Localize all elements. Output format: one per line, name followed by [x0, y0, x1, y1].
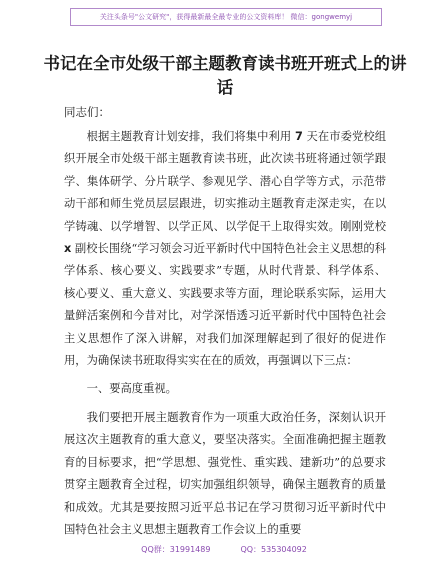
paragraph-1-days: 7 — [294, 130, 303, 143]
salutation: 同志们： — [64, 105, 110, 119]
header-notice: 关注头条号"公文研究"，获得最新最全最专业的公文资料库！ 微信：gongwemyj — [70, 8, 382, 26]
document-body — [64, 126, 386, 541]
paragraph-1 — [64, 126, 386, 372]
paragraph-1-x: x — [64, 242, 72, 256]
document-title: 书记在全市处级干部主题教育读书班开班式上的讲话 — [43, 54, 407, 97]
paragraph-1-part-c: 副校长围绕“学习领会习近平新时代中国特色社会主义思想的科学体系、核心要义、实践要求”专题，从时代背景、科学体系、核心要义、重大意义、实践要求等方面，理论联系实际，运用大量鲜活案例和今昔对比，对学深悟透习近平新时代中国特色社会主义思想作了深入讲解，对我们加深理解起到了很好的促进作用，为确保读书班取得实实在在的质效，再强调以下三点： — [64, 242, 386, 368]
paragraph-2: 我们要把开展主题教育作为一项重大政治任务，深刻认识开展这次主题教育的重大意义，要坚决落实。全面准确把握主题教育的目标要求，把“学思想、强党性、重实践、建新功”的总要求贯穿主题教育全过程，切实加强组织领导，确保主题教育的质量和成效。尤其是要按照习近平总书记在学习贯彻习近平新时代中国特色社会主义思想主题教育工作会议上的重要 — [64, 410, 386, 536]
section-heading-1: 一、要高度重视。 — [86, 382, 177, 396]
footer-qq-group: QQ群：31991489 — [141, 545, 211, 554]
paragraph-1-part-b: 天在市委党校组织开展全市处级干部主题教育读书班，此次读书班将通过领学跟学、集体研学、分片联学、参观见学、潜心自学等方式，示范带动干部和师生党员层层跟进，切实推动主题教育走深走实，在以学铸魂、以学增智、以学正风、以学促干上取得实效。刚刚党校 — [64, 130, 386, 233]
footer-contact — [0, 544, 448, 555]
paragraph-1-part-a: 根据主题教育计划安排，我们将集中利用 — [86, 130, 295, 143]
footer-qq: QQ：535304092 — [240, 545, 307, 554]
